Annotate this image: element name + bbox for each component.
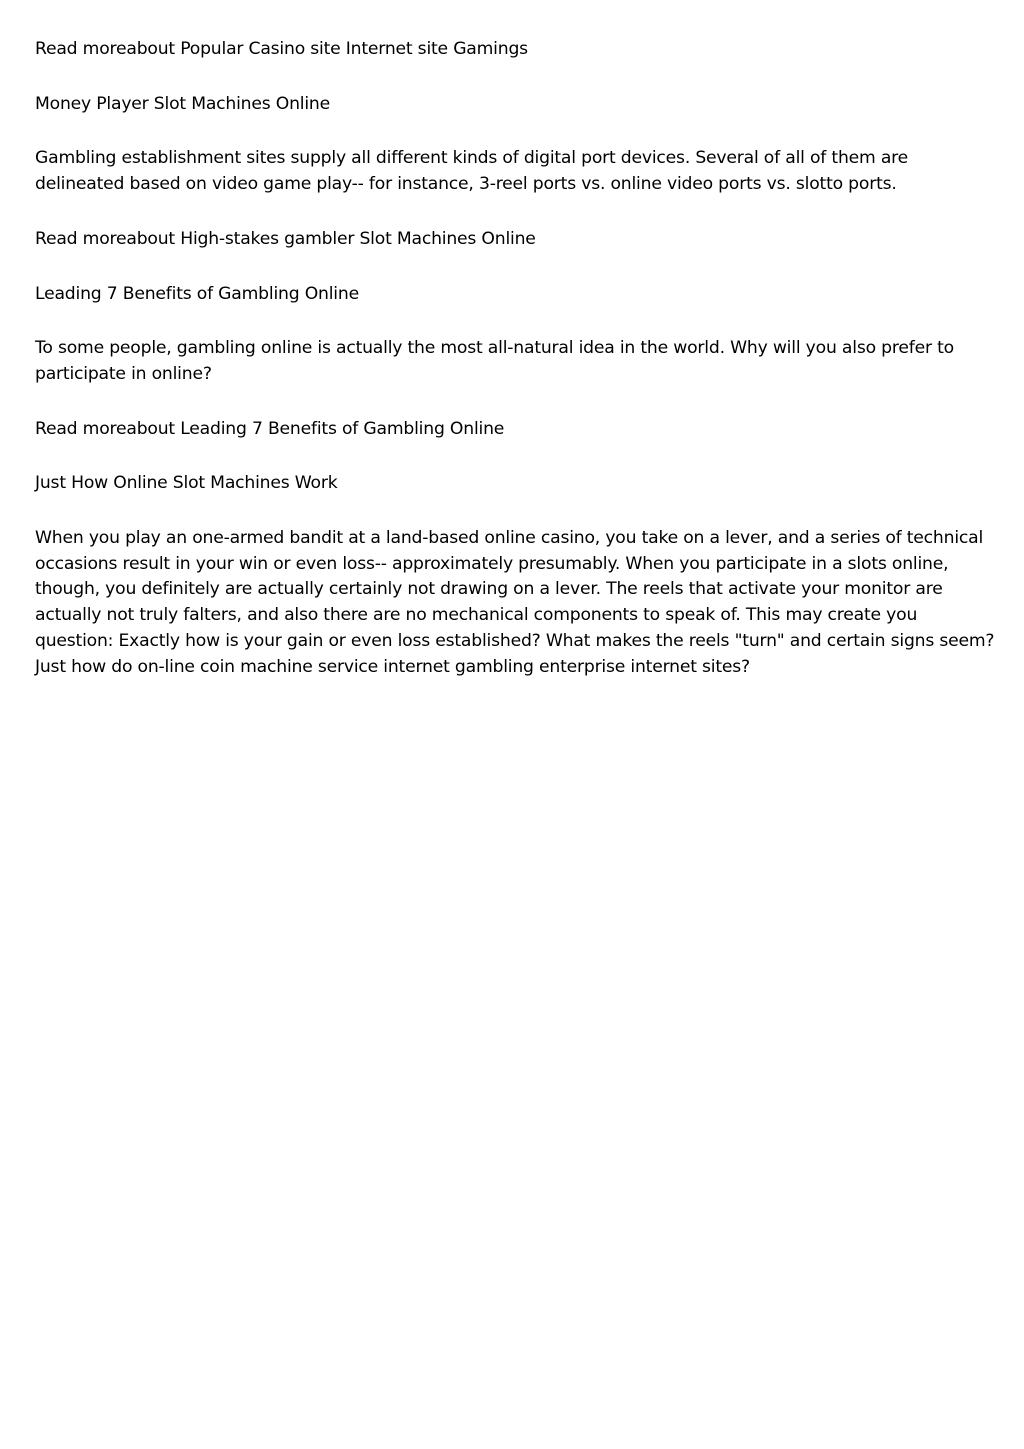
heading-top-7-benefits: Leading 7 Benefits of Gambling Online (35, 283, 359, 304)
paragraph-casino-sites-port-devices: Gambling establishment sites supply all different kinds of digital port devices. Several of all of them are delineated based on video game play-- for instance, 3-reel ports vs. online video ports vs. slotto ports. (35, 148, 909, 195)
paragraph-gambling-online-natural: To some people, gambling online is actually the most all-natural idea in the world. Why will you also prefer to participate in online? (35, 338, 954, 384)
read-more-popular-casino: Read moreabout Popular Casino site Internet site Gamings (35, 39, 528, 59)
paragraph-how-slots-work-body: When you play an one-armed bandit at a land-based online casino, you take on a lever, and a series of technical occasions result in your win or even loss-- approximately presumably. When you participate in a slots online, though, you definitely are actually certainly not drawing on a lever. The reels that activate your monitor are actually not truly falters, and also there are no mechanical components to speak of. This may create you question: Exactly how is your gain or even loss established? What makes the reels "turn" and certain signs seem? Just how do on-line coin machine service internet gambling enterprise internet sites? (35, 528, 995, 677)
read-more-high-stakes: Read moreabout High-stakes gambler Slot Machines Online (35, 228, 536, 249)
heading-how-slots-work: Just How Online Slot Machines Work (35, 473, 338, 494)
document-body (35, 37, 995, 709)
read-more-top-7-benefits: Read moreabout Leading 7 Benefits of Gambling Online (35, 418, 505, 439)
heading-money-player-slots: Money Player Slot Machines Online (35, 93, 331, 114)
